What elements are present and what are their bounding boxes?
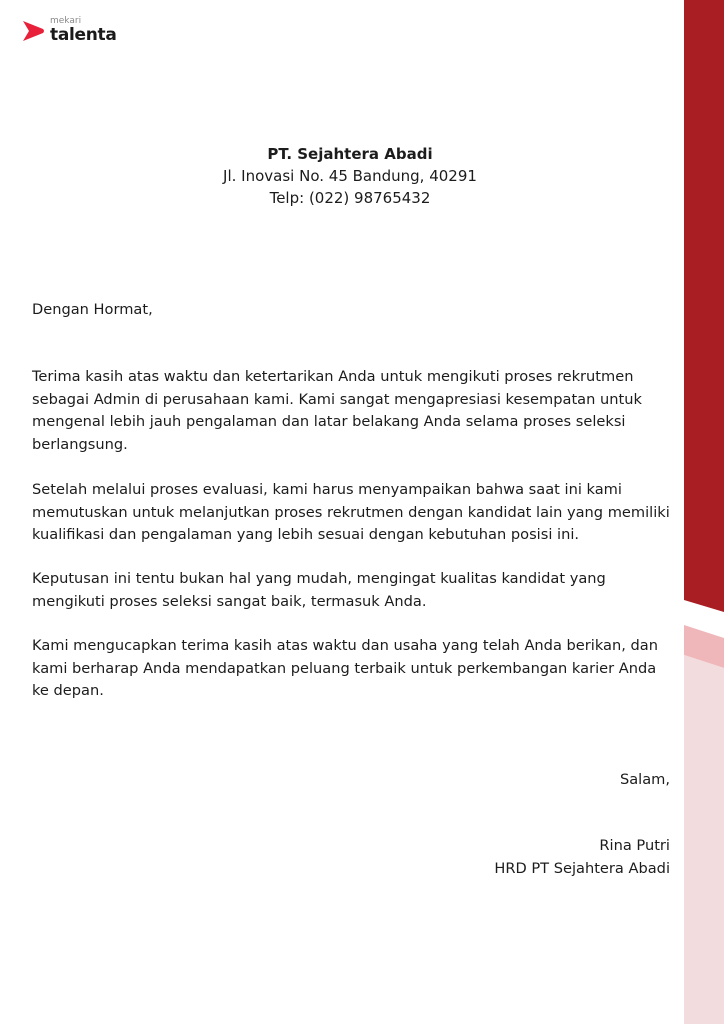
logo-small-text: mekari	[50, 16, 82, 26]
logo-brand-text: talenta	[50, 25, 117, 45]
paragraph-text: Setelah melalui proses evaluasi, kami harus menyampaikan bahwa saat ini kami memutuskan untuk melanjutkan proses rekrutmen dengan kandidat lain yang memiliki kualifikasi dan pengalaman yang lebih sesuai dengan kebutuhan posisi ini.	[32, 481, 670, 544]
company-logo	[20, 17, 117, 44]
paragraph-text: Terima kasih atas waktu dan ketertarikan Anda untuk mengikuti proses rekrutmen sebagai Admin di perusahaan kami. Kami sangat mengapresiasi kesempatan untuk mengenal lebih jauh pengalaman dan latar belakang Anda selama proses seleksi berlangsung.	[32, 368, 642, 453]
paragraph-3	[32, 568, 672, 613]
paragraph-4	[32, 635, 672, 703]
paragraph-2	[32, 479, 672, 547]
closing: Salam,	[619, 771, 670, 788]
company-phone: Telp: (022) 98765432	[269, 189, 431, 207]
company-name: PT. Sejahtera Abadi	[267, 145, 433, 163]
talenta-arrow-icon	[20, 18, 46, 44]
signer-title: HRD PT Sejahtera Abadi	[494, 859, 670, 877]
paragraph-1	[32, 366, 672, 456]
letterhead	[0, 143, 700, 209]
signer-name: Rina Putri	[599, 837, 670, 854]
greeting	[32, 299, 672, 322]
greeting-text: Dengan Hormat,	[32, 301, 153, 318]
signature-block	[494, 835, 670, 880]
company-address: Jl. Inovasi No. 45 Bandung, 40291	[223, 167, 477, 185]
paragraph-text: Keputusan ini tentu bukan hal yang mudah, mengingat kualitas kandidat yang mengikuti proses seleksi sangat baik, termasuk Anda.	[32, 570, 606, 610]
paragraph-text: Kami mengucapkan terima kasih atas waktu dan usaha yang telah Anda berikan, dan kami berharap Anda mendapatkan peluang terbaik untuk perkembangan karier Anda ke depan.	[32, 637, 658, 700]
